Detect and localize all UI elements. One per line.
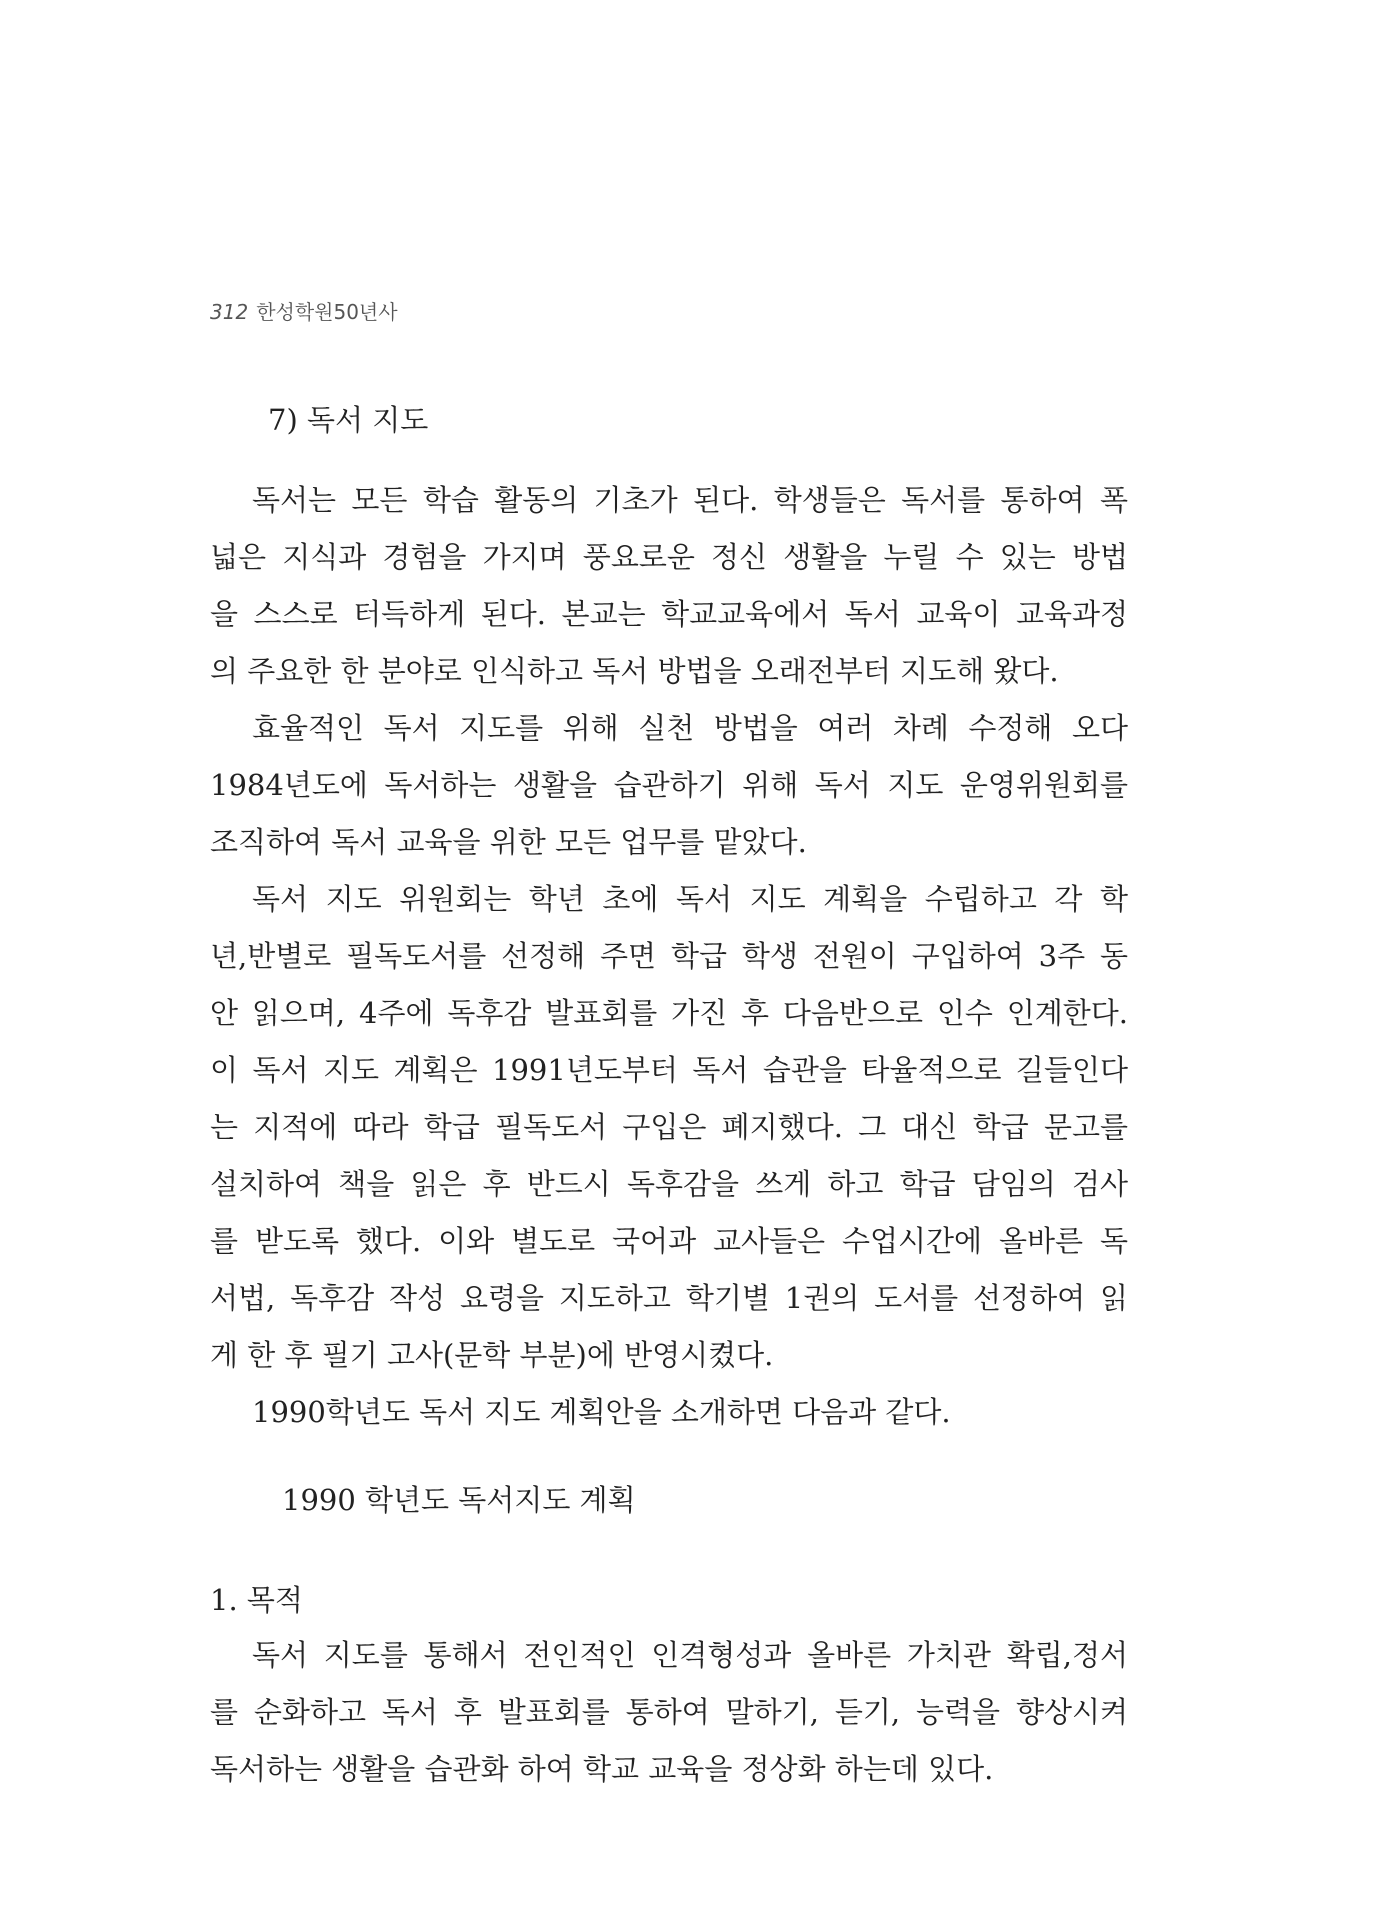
section-title: 7) 독서 지도 xyxy=(268,403,429,437)
paragraph-line: 를 받도록 했다. 이와 별도로 국어과 교사들은 수업시간에 올바른 독 xyxy=(210,1224,1128,1258)
paragraph-line: 안 읽으며, 4주에 독후감 발표회를 가진 후 다음반으로 인수 인계한다. xyxy=(210,996,1128,1030)
plan-item-heading: 1. 목적 xyxy=(210,1583,303,1617)
plan-item-line: 독서 지도를 통해서 전인적인 인격형성과 올바른 가치관 확립,정서 xyxy=(252,1638,1128,1672)
book-title: 한성학원50년사 xyxy=(256,300,398,324)
paragraph-line: 을 스스로 터득하게 된다. 본교는 학교교육에서 독서 교육이 교육과정 xyxy=(210,597,1128,631)
paragraph-line: 는 지적에 따라 학급 필독도서 구입은 폐지했다. 그 대신 학급 문고를 xyxy=(210,1110,1128,1144)
paragraph-line: 년,반별로 필독도서를 선정해 주면 학급 학생 전원이 구입하여 3주 동 xyxy=(210,939,1128,973)
paragraph-line: 독서는 모든 학습 활동의 기초가 된다. 학생들은 독서를 통하여 폭 xyxy=(252,483,1128,517)
paragraph-line: 독서 지도 위원회는 학년 초에 독서 지도 계획을 수립하고 각 학 xyxy=(252,882,1128,916)
plan-item-line: 독서하는 생활을 습관화 하여 학교 교육을 정상화 하는데 있다. xyxy=(210,1752,994,1786)
paragraph-line: 조직하여 독서 교육을 위한 모든 업무를 맡았다. xyxy=(210,825,807,859)
paragraph-line: 게 한 후 필기 고사(문학 부분)에 반영시켰다. xyxy=(210,1338,774,1372)
paragraph-line: 의 주요한 한 분야로 인식하고 독서 방법을 오래전부터 지도해 왔다. xyxy=(210,654,1059,688)
running-header xyxy=(210,296,398,325)
page-number: 312 xyxy=(210,300,249,324)
paragraph-line: 넓은 지식과 경험을 가지며 풍요로운 정신 생활을 누릴 수 있는 방법 xyxy=(210,540,1128,574)
paragraph-line: 효율적인 독서 지도를 위해 실천 방법을 여러 차례 수정해 오다 xyxy=(252,711,1128,745)
paragraph-line: 설치하여 책을 읽은 후 반드시 독후감을 쓰게 하고 학급 담임의 검사 xyxy=(210,1167,1128,1201)
paragraph-line: 이 독서 지도 계획은 1991년도부터 독서 습관을 타율적으로 길들인다 xyxy=(210,1053,1128,1087)
paragraph-line: 서법, 독후감 작성 요령을 지도하고 학기별 1권의 도서를 선정하여 읽 xyxy=(210,1281,1128,1315)
paragraph-line: 1990학년도 독서 지도 계획안을 소개하면 다음과 같다. xyxy=(252,1395,951,1429)
plan-item-line: 를 순화하고 독서 후 발표회를 통하여 말하기, 듣기, 능력을 향상시켜 xyxy=(210,1695,1128,1729)
plan-title: 1990 학년도 독서지도 계획 xyxy=(282,1483,636,1517)
paragraph-line: 1984년도에 독서하는 생활을 습관하기 위해 독서 지도 운영위원회를 xyxy=(210,768,1128,802)
